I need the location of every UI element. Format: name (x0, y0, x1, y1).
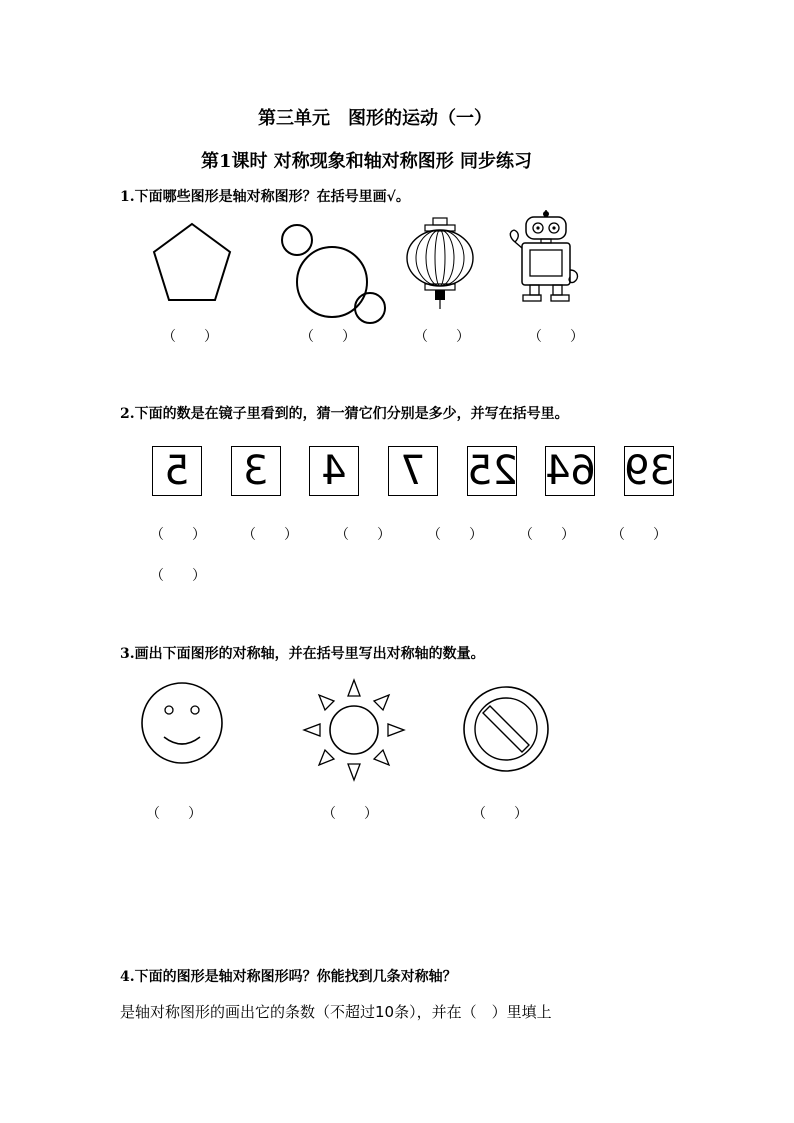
mirrored-number: 64 (544, 448, 596, 494)
mirrored-number-box (624, 446, 674, 496)
q2-answer-paren-3[interactable]: （ ） (335, 527, 391, 543)
mirrored-number: 3 (243, 448, 269, 494)
q2-answer-paren-1[interactable]: （ ） (150, 527, 206, 543)
mirrored-number: 39 (623, 448, 675, 494)
q3-answer-paren-1[interactable]: （ ） (146, 806, 202, 822)
mirrored-number: 5 (164, 448, 190, 494)
mirrored-number: 25 (466, 448, 518, 494)
q2-answer-paren-7[interactable]: （ ） (150, 568, 206, 584)
q3-answer-paren-3[interactable]: （ ） (472, 806, 528, 822)
mirrored-number-box (388, 446, 438, 496)
circles-icon (280, 222, 390, 332)
question-4-text: 4.下面的图形是轴对称图形吗？你能找到几条对称轴？ (120, 969, 457, 985)
no-sign-icon (462, 685, 550, 773)
mirrored-number-box (467, 446, 517, 496)
question-3-text: 3.画出下面图形的对称轴，并在括号里写出对称轴的数量。 (120, 646, 485, 662)
pentagon-icon (152, 222, 232, 302)
q2-answer-paren-5[interactable]: （ ） (519, 527, 575, 543)
question-2-text: 2.下面的数是在镜子里看到的，猜一猜它们分别是多少，并写在括号里。 (120, 406, 569, 422)
mirrored-number-box (309, 446, 359, 496)
question-1-text: 1.下面哪些图形是轴对称图形？在括号里画√。 (120, 189, 410, 205)
question-4-body: 是轴对称图形的画出它的条数（不超过10条），并在（ ）里填上 (120, 1003, 552, 1021)
sun-icon (302, 678, 406, 782)
q1-answer-paren-3[interactable]: （ ） (414, 329, 470, 345)
q1-answer-paren-1[interactable]: （ ） (162, 329, 218, 345)
page-title: 第三单元 图形的运动（一） (258, 108, 492, 129)
mirrored-number-box (545, 446, 595, 496)
q2-answer-paren-6[interactable]: （ ） (611, 527, 667, 543)
q2-answer-paren-4[interactable]: （ ） (427, 527, 483, 543)
mirrored-number-box (231, 446, 281, 496)
mirrored-number: 4 (321, 448, 347, 494)
lantern-icon (405, 218, 475, 310)
q2-answer-paren-2[interactable]: （ ） (242, 527, 298, 543)
mirrored-number-box (152, 446, 202, 496)
q3-answer-paren-2[interactable]: （ ） (322, 806, 378, 822)
q1-answer-paren-4[interactable]: （ ） (528, 329, 584, 345)
smiley-icon (140, 681, 224, 765)
q1-answer-paren-2[interactable]: （ ） (300, 329, 356, 345)
robot-icon (510, 210, 582, 304)
mirrored-number: 7 (400, 448, 426, 494)
page-subtitle: 第1课时 对称现象和轴对称图形 同步练习 (201, 151, 533, 172)
